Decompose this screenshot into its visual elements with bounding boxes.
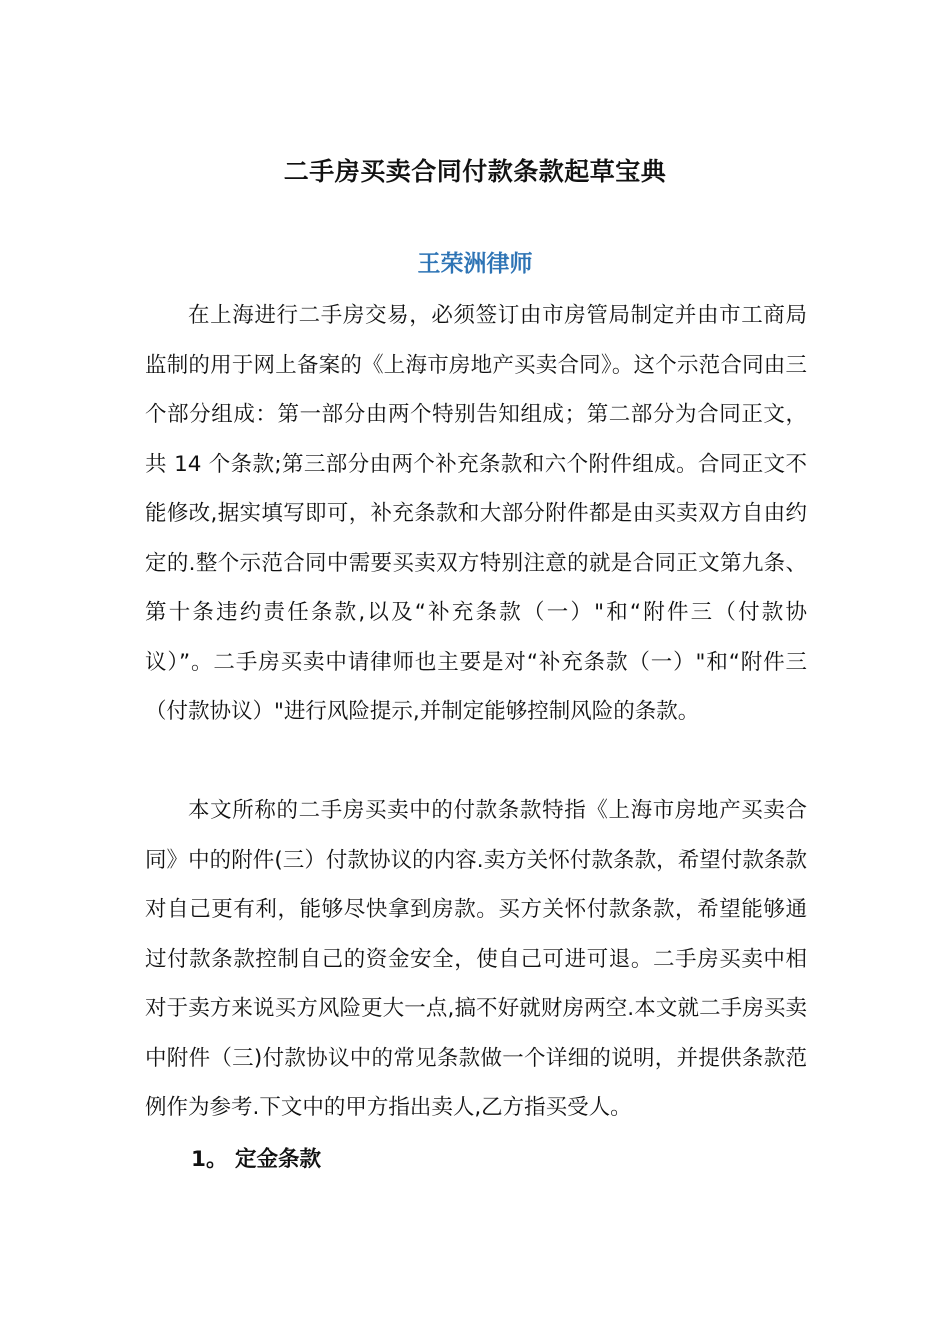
section-title: 定金条款 bbox=[235, 1147, 322, 1172]
body-paragraph-1: 在上海进行二手房交易，必须签订由市房管局制定并由市工商局监制的用于网上备案的《上海市房地产买卖合同》。这个示范合同由三个部分组成：第一部分由两个特别告知组成；第二部分为合同正文，共 14 个条款;第三部分由两个补充条款和六个附件组成。合同正文不能修改,据实填写即可，补充条款和大部分附件都是由买卖双方自由约定的.整个示范合同中需要买卖双方特别注意的就是合同正文第九条、第十条违约责任条款,以及“补充条款（一）"和“附件三（付款协议）”。二手房买卖中请律师也主要是对“补充条款（一）"和“附件三（付款协议）"进行风险提示,并制定能够控制风险的条款。 bbox=[145, 303, 807, 724]
body-paragraph-2: 本文所称的二手房买卖中的付款条款特指《上海市房地产买卖合同》中的附件(三）付款协议的内容.卖方关怀付款条款，希望付款条款对自己更有利，能够尽快拿到房款。买方关怀付款条款，希望能够通过付款条款控制自己的资金安全，使自己可进可退。二手房买卖中相对于卖方来说买方风险更大一点,搞不好就财房两空.本文就二手房买卖中附件（三)付款协议中的常见条款做一个详细的说明，并提供条款范例作为参考.下文中的甲方指出卖人,乙方指买受人。 bbox=[145, 798, 807, 1120]
document-title: 二手房买卖合同付款条款起草宝典 bbox=[283, 157, 667, 186]
section-number: 1。 bbox=[191, 1147, 228, 1172]
section-heading bbox=[191, 1140, 321, 1180]
document-author: 王荣洲律师 bbox=[417, 251, 533, 277]
